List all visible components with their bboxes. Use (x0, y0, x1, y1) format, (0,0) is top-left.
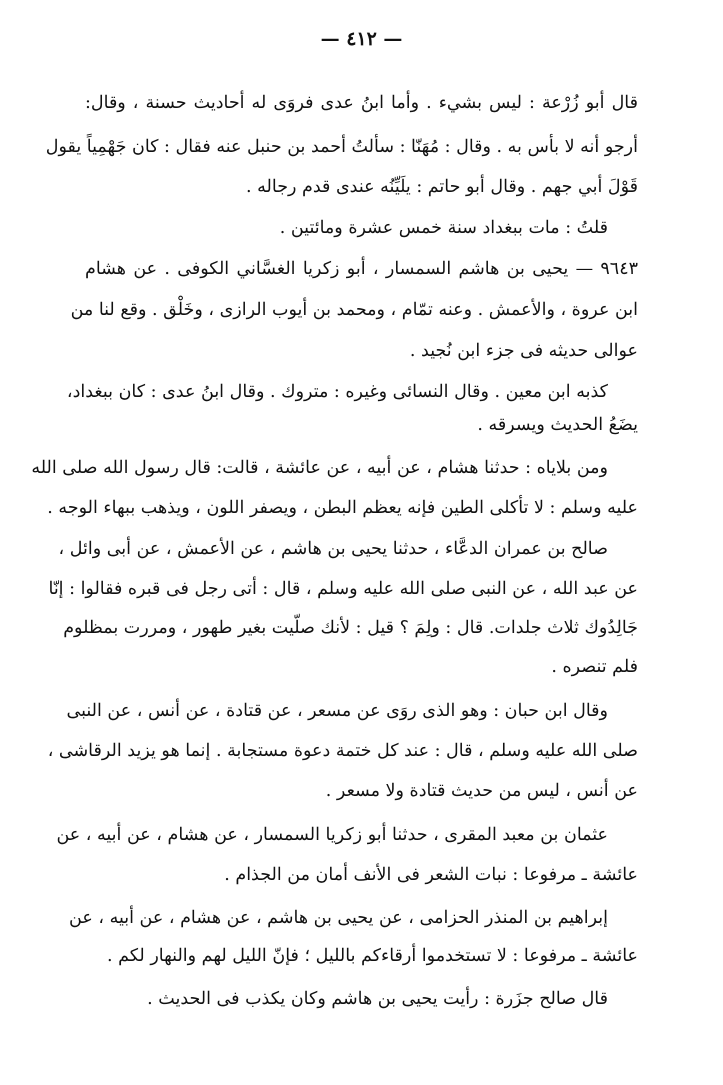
text-line: قال أبو زُرْعة : ليس بشيء . وأما ابنُ عدى فروَى له أحاديث حسنة ، وقال: (85, 93, 638, 113)
text-line: قلتُ : مات ببغداد سنة خمس عشرة ومائتين . (279, 218, 608, 238)
page-number: — ٤١٢ — (320, 28, 403, 50)
text-line: صلى الله عليه وسلم ، قال : عند كل ختمة دعوة مستجابة . إنما هو يزيد الرقاشى ، (47, 741, 638, 761)
text-line: صالح بن عمران الدعَّاء ، حدثنا يحيى بن هاشم ، عن الأعمش ، عن أبى وائل ، (58, 539, 608, 559)
text-line: فلم تنصره . (551, 657, 638, 677)
text-line: ومن بلاياه : حدثنا هشام ، عن أبيه ، عن عائشة ، قالت: قال رسول الله صلى الله (31, 458, 608, 478)
text-line: عليه وسلم : لا تأكلى الطين فإنه يعظم البطن ، ويصفر اللون ، ويذهب ببهاء الوجه . (47, 498, 638, 518)
entry-heading-line: ٩٦٤٣ — يحيى بن هاشم السمسار ، أبو زكريا الغسَّاني الكوفى . عن هشام (85, 259, 638, 279)
text-line: عوالى حديثه فى جزء ابن نُجيد . (409, 341, 638, 361)
text-line: قال صالح جزَرة : رأيت يحيى بن هاشم وكان يكذب فى الحديث . (147, 989, 608, 1009)
text-line: كذبه ابن معين . وقال النسائى وغيره : متروك . وقال ابنُ عدى : كان ببغداد، (66, 382, 608, 402)
text-line: وقال ابن حبان : وهو الذى روَى عن مسعر ، عن قتادة ، عن أنس ، عن النبى (66, 701, 608, 721)
text-line: جَالِدُوك ثلاث جلدات. قال : ولِمَ ؟ قيل : لأنك صلّيت بغير طهور ، ومررت بمظلوم (63, 618, 638, 638)
text-line: أرجو أنه لا بأس به . وقال : مُهَنّا : سألتُ أحمد بن حنبل عنه فقال : كان جَهْمِياً يقول (45, 137, 638, 157)
text-line: إبراهيم بن المنذر الحزامى ، عن يحيى بن هاشم ، عن هشام ، عن أبيه ، عن (69, 908, 608, 928)
text-line: عثمان بن معبد المقرى ، حدثنا أبو زكريا السمسار ، عن هشام ، عن أبيه ، عن (56, 825, 608, 845)
text-line: عن أنس ، ليس من حديث قتادة ولا مسعر . (325, 781, 638, 801)
text-line: يضَعُ الحديث ويسرقه . (477, 415, 638, 435)
text-line: ابن عروة ، والأعمش . وعنه تمّام ، ومحمد بن أيوب الرازى ، وخَلْق . وقع لنا من (70, 300, 638, 320)
text-line: عن عبد الله ، عن النبى صلى الله عليه وسلم ، قال : أتى رجل فى قبره فقالوا : إنّا (48, 579, 638, 599)
text-line: عائشة ـ مرفوعا : لا تستخدموا أرقاءكم بالليل ؛ فإنّ الليل لهم والنهار لكم . (107, 946, 638, 966)
text-line: قَوْلَ أبي جهم . وقال أبو حاتم : يلَيِّنُه عندى قدم رجاله . (246, 177, 638, 197)
text-line: عائشة ـ مرفوعا : نبات الشعر فى الأنف أمان من الجذام . (224, 865, 638, 885)
